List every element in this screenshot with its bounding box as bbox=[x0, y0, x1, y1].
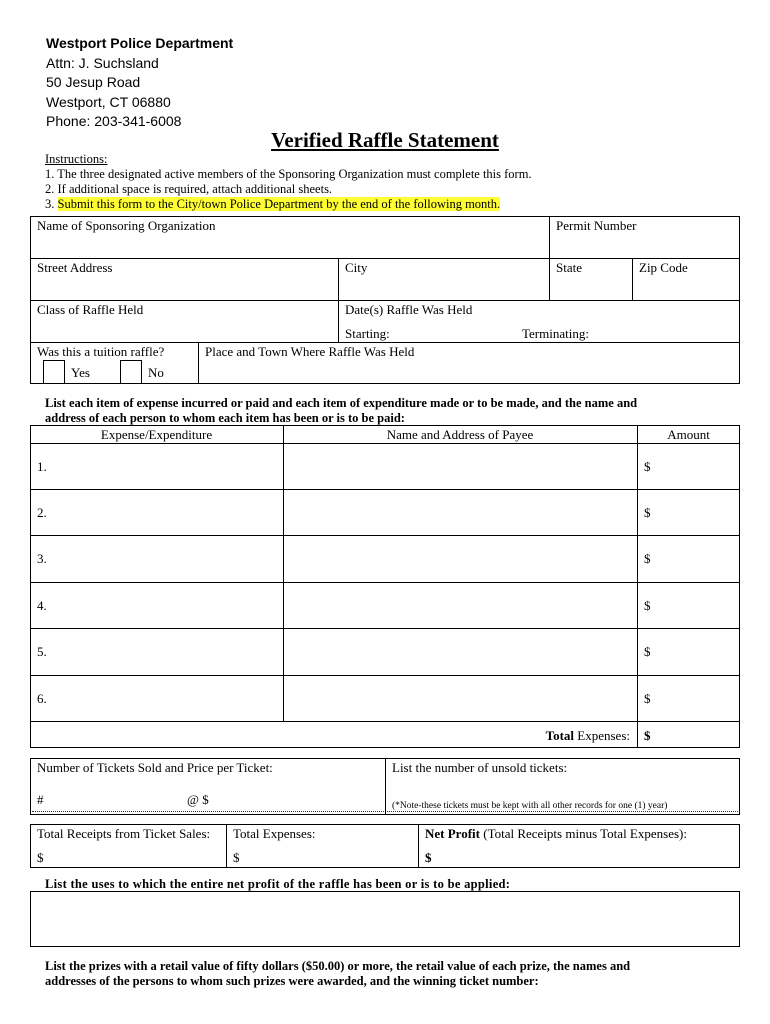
state-field[interactable]: State bbox=[556, 260, 582, 275]
divider bbox=[338, 258, 339, 342]
street-line: 50 Jesup Road bbox=[46, 74, 141, 90]
zip-code-field[interactable]: Zip Code bbox=[639, 260, 688, 275]
net-profit-uses-field[interactable] bbox=[30, 891, 740, 947]
total-receipts-label: Total Receipts from Ticket Sales: bbox=[37, 826, 211, 841]
highlighted-instruction: Submit this form to the City/town Police Department by the end of the following month. bbox=[57, 197, 501, 211]
city-line: Westport, CT 06880 bbox=[46, 93, 171, 110]
raffle-class-field[interactable]: Class of Raffle Held bbox=[37, 302, 144, 317]
row-divider bbox=[30, 489, 740, 490]
instruction-item bbox=[45, 197, 532, 212]
address-block bbox=[46, 34, 233, 132]
prizes-line: addresses of the persons to whom such prizes were awarded, and the winning ticket number: bbox=[45, 974, 539, 988]
divider bbox=[549, 216, 550, 300]
net-profit-label bbox=[425, 826, 687, 842]
expense-row-number: 5. bbox=[37, 644, 47, 659]
street-address-field[interactable]: Street Address bbox=[37, 260, 113, 275]
unsold-tickets-label: List the number of unsold tickets: bbox=[392, 760, 568, 775]
expense-row-number: 3. bbox=[37, 551, 47, 566]
expense-amount-field[interactable]: $ bbox=[644, 459, 651, 474]
col-header-amount: Amount bbox=[667, 427, 710, 442]
total-word: Total bbox=[545, 728, 575, 743]
expenses-intro-line: address of each person to whom each item has been or is to be paid: bbox=[45, 411, 405, 425]
starting-date-field[interactable]: Starting: bbox=[345, 326, 390, 341]
divider bbox=[226, 824, 227, 868]
ticket-price-field[interactable]: @ $ bbox=[187, 792, 209, 807]
col-header-payee: Name and Address of Payee bbox=[386, 427, 534, 442]
total-expenses-summary-label: Total Expenses: bbox=[233, 826, 316, 841]
divider bbox=[30, 342, 740, 343]
row-divider bbox=[30, 675, 740, 676]
expense-row-number: 4. bbox=[37, 598, 47, 613]
net-profit-field[interactable]: $ bbox=[425, 850, 432, 865]
phone-line: Phone: 203-341-6008 bbox=[46, 113, 182, 129]
expenses-word: Expenses: bbox=[574, 728, 630, 743]
expenses-intro bbox=[45, 396, 637, 426]
instruction-prefix: 3. bbox=[45, 197, 58, 211]
prizes-instructions bbox=[45, 959, 630, 989]
org-name-field[interactable]: Name of Sponsoring Organization bbox=[37, 218, 216, 233]
total-expenses-field[interactable]: $ bbox=[644, 728, 651, 743]
instruction-item: 2. If additional space is required, attach additional sheets. bbox=[45, 182, 333, 196]
terminating-date-field[interactable]: Terminating: bbox=[522, 326, 589, 341]
permit-number-field[interactable]: Permit Number bbox=[556, 218, 637, 233]
divider bbox=[30, 258, 740, 259]
row-divider bbox=[30, 582, 740, 583]
yes-label: Yes bbox=[71, 365, 90, 380]
table-header-divider bbox=[30, 443, 740, 444]
tickets-sold-label: Number of Tickets Sold and Price per Ticket: bbox=[37, 760, 273, 775]
instructions bbox=[45, 152, 532, 212]
expense-row-number: 6. bbox=[37, 691, 47, 706]
raffle-dates-label: Date(s) Raffle Was Held bbox=[345, 302, 473, 317]
department-name: Westport Police Department bbox=[46, 35, 234, 51]
col-header-expense: Expense/Expenditure bbox=[100, 427, 213, 442]
unsold-note: (*Note-these tickets must be kept with all other records for one (1) year) bbox=[392, 801, 668, 811]
dotted-rule bbox=[32, 811, 384, 812]
expenses-intro-line: List each item of expense incurred or paid and each item of expenditure made or to be made, and the name and bbox=[45, 396, 638, 410]
net-profit-word: Net Profit bbox=[425, 826, 480, 841]
expense-row-number: 1. bbox=[37, 459, 47, 474]
total-expenses-label bbox=[546, 728, 630, 744]
column-divider bbox=[637, 425, 638, 748]
raffle-place-field[interactable]: Place and Town Where Raffle Was Held bbox=[205, 344, 415, 359]
divider bbox=[632, 258, 633, 300]
divider bbox=[198, 342, 199, 384]
no-checkbox[interactable] bbox=[120, 360, 142, 384]
total-receipts-field[interactable]: $ bbox=[37, 850, 44, 865]
column-divider bbox=[283, 425, 284, 721]
city-field[interactable]: City bbox=[345, 260, 368, 275]
instructions-heading: Instructions: bbox=[45, 152, 108, 166]
net-profit-desc: (Total Receipts minus Total Expenses): bbox=[479, 826, 687, 841]
divider bbox=[418, 824, 419, 868]
no-label: No bbox=[148, 365, 164, 380]
expense-row-number: 2. bbox=[37, 505, 47, 520]
yes-checkbox[interactable] bbox=[43, 360, 65, 384]
expense-amount-field[interactable]: $ bbox=[644, 551, 651, 566]
dotted-rule bbox=[387, 811, 738, 812]
expense-amount-field[interactable]: $ bbox=[644, 691, 651, 706]
expenses-table bbox=[30, 425, 740, 748]
row-divider bbox=[30, 628, 740, 629]
divider bbox=[30, 300, 740, 301]
row-divider bbox=[30, 535, 740, 536]
expense-amount-field[interactable]: $ bbox=[644, 598, 651, 613]
attention-line: Attn: J. Suchsland bbox=[46, 54, 159, 71]
total-expenses-summary-field[interactable]: $ bbox=[233, 850, 240, 865]
expense-amount-field[interactable]: $ bbox=[644, 505, 651, 520]
net-profit-uses-label: List the uses to which the entire net profit of the raffle has been or is to be applied: bbox=[45, 877, 511, 891]
tuition-raffle-label: Was this a tuition raffle? bbox=[37, 344, 165, 359]
page-title: Verified Raffle Statement bbox=[271, 128, 499, 152]
row-divider bbox=[30, 721, 740, 722]
ticket-count-field[interactable]: # bbox=[37, 792, 44, 807]
divider bbox=[385, 758, 386, 815]
expense-amount-field[interactable]: $ bbox=[644, 644, 651, 659]
instruction-item: 1. The three designated active members of the Sponsoring Organization must complete this form. bbox=[45, 167, 532, 181]
prizes-line: List the prizes with a retail value of fifty dollars ($50.00) or more, the retail value of each prize, the names and bbox=[45, 959, 631, 973]
